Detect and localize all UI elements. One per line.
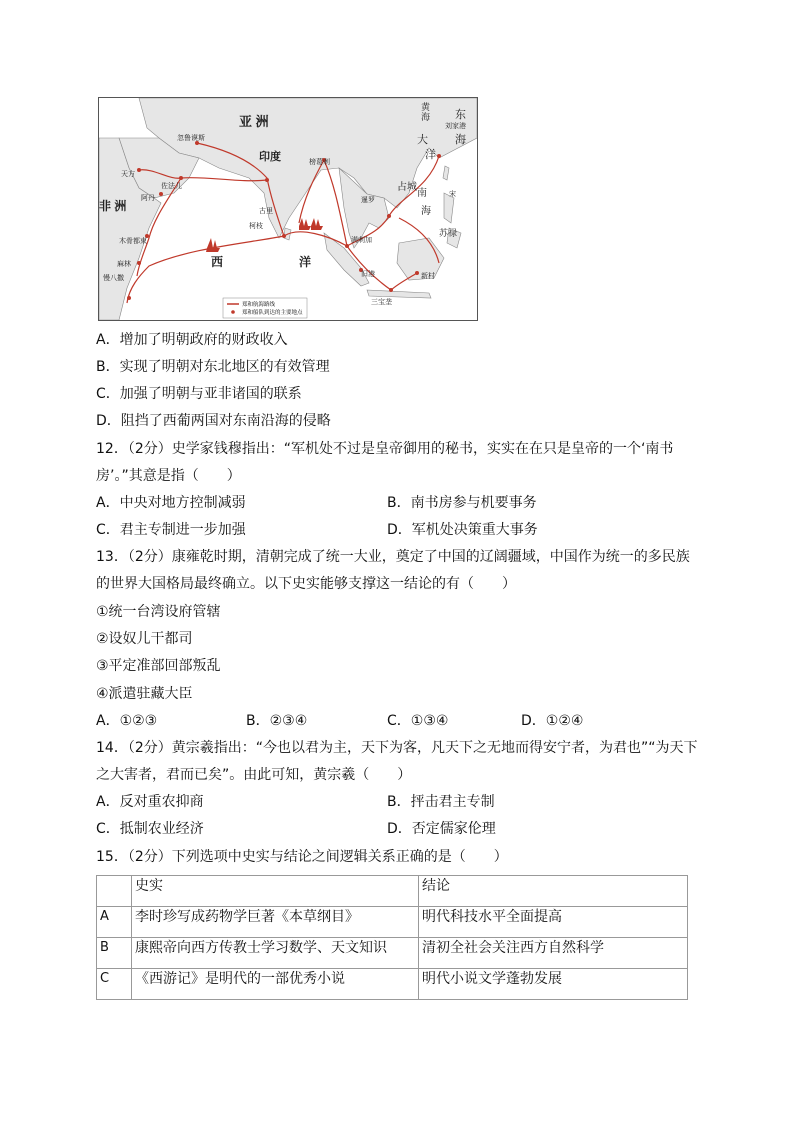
label-xianluo: 暹罗 xyxy=(361,197,375,204)
marker-tianfang xyxy=(137,168,141,172)
q14-stem-line2: 之大害者，君而已矣”。由此可知，黄宗羲（ ） xyxy=(96,767,412,783)
q13-option-b: B．②③④ xyxy=(246,713,308,729)
label-xincun: 新村 xyxy=(421,273,435,280)
row-key-cell: C xyxy=(97,969,132,1000)
row-conclusion-cell: 清初全社会关注西方自然科学 xyxy=(419,938,688,969)
label-hai2: 海 xyxy=(421,112,431,122)
label-sulu: 苏禄 xyxy=(439,228,458,238)
marker-guli xyxy=(265,178,269,182)
legend-place-label: 郑和船队到达的主要地点 xyxy=(242,310,303,316)
q12-stem-line2: 房’。”其意是指（ ） xyxy=(96,468,241,484)
table-header-row xyxy=(97,876,688,907)
row-key-cell: A xyxy=(97,907,132,938)
row-fact-cell: 李时珍写成药物学巨著《本草纲目》 xyxy=(132,907,419,938)
q13-stem-line2: 的世界大国格局最终确立。以下史实能够支撑这一结论的有（ ） xyxy=(96,576,516,592)
q13-stem-line1: 13．（2分）康雍乾时期，清朝完成了统一大业，奠定了中国的辽阔疆域，中国作为统一的多民族 xyxy=(96,549,690,565)
marker-xincun xyxy=(415,271,419,275)
q13-option-a: A．①②③ xyxy=(96,713,158,729)
q12-option-b: B．南书房参与机要事务 xyxy=(387,495,537,511)
marker-manbasa xyxy=(127,296,131,300)
label-hulumosi: 忽鲁谟斯 xyxy=(177,135,205,142)
label-manlajia: 满剌加 xyxy=(351,237,372,244)
header-conclusion-cell: 结论 xyxy=(419,876,688,907)
legend-place-swatch xyxy=(231,310,235,314)
q14-option-b: B．抨击君主专制 xyxy=(387,794,495,810)
q14-stem-line1: 14．（2分）黄宗羲指出：“今也以君为主，天下为客，凡天下之无地而得安宁者，为君也”“为天下 xyxy=(96,740,698,756)
q12-option-d: D．军机处决策重大事务 xyxy=(387,522,538,538)
label-zufaer: 佐法儿 xyxy=(161,183,182,190)
row-fact-cell: 《西游记》是明代的一部优秀小说 xyxy=(132,969,419,1000)
marker-sanbaolong xyxy=(389,288,393,292)
label-zhancheng: 占城 xyxy=(397,182,417,193)
label-liujiagang: 刘家港 xyxy=(445,123,466,130)
label-kezhi: 柯枝 xyxy=(249,223,263,230)
label-asia: 亚 洲 xyxy=(239,114,269,129)
q11-option-d: D．阻挡了西葡两国对东南沿海的侵略 xyxy=(96,413,331,429)
header-key-cell xyxy=(97,876,132,907)
row-conclusion-cell: 明代科技水平全面提高 xyxy=(419,907,688,938)
marker-adan xyxy=(159,192,163,196)
row-key-cell: B xyxy=(97,938,132,969)
marker-xianluo xyxy=(387,214,391,218)
table-row xyxy=(97,907,688,938)
table-row xyxy=(97,938,688,969)
label-huang: 黄 xyxy=(421,102,431,112)
q11-option-a: A．增加了明朝政府的财政收入 xyxy=(96,332,288,348)
label-hai3: 海 xyxy=(421,206,431,217)
q12-option-c: C．君主专制进一步加强 xyxy=(96,522,246,538)
q14-option-c: C．抵制农业经济 xyxy=(96,821,204,837)
q15-stem: 15．（2分）下列选项中史实与结论之间逻辑关系正确的是（ ） xyxy=(96,849,508,865)
map-svg xyxy=(99,98,477,320)
label-malin: 麻林 xyxy=(117,261,131,268)
zhenghe-voyage-map xyxy=(98,97,478,321)
q11-option-b: B．实现了明朝对东北地区的有效管理 xyxy=(96,359,330,375)
q13-option-d: D．①②④ xyxy=(521,713,584,729)
label-mugudushu: 木骨都束 xyxy=(119,238,147,245)
q12-stem-line1: 12．（2分）史学家钱穆指出：“军机处不过是皇帝御用的秘书，实实在在只是皇帝的一个‘南书 xyxy=(96,441,674,457)
label-tianfang: 天方 xyxy=(121,171,135,178)
q14-option-a: A．反对重农抑商 xyxy=(96,794,204,810)
label-yang: 洋 xyxy=(299,255,312,269)
header-fact-cell: 史实 xyxy=(132,876,419,907)
map-legend xyxy=(223,298,307,318)
label-manbasa: 慢八撒 xyxy=(103,275,124,282)
marker-kezhi xyxy=(282,234,286,238)
q15-table xyxy=(96,875,688,1000)
label-banggela: 榜葛剌 xyxy=(309,159,330,166)
marker-liujiagang xyxy=(437,154,441,158)
q13-item-3: ③平定准部回部叛乱 xyxy=(96,658,221,674)
label-ocean2: 洋 xyxy=(425,149,436,161)
label-nan: 南 xyxy=(417,188,427,199)
label-africa: 非 洲 xyxy=(99,199,127,213)
q11-option-c: C．加强了明朝与亚非诸国的联系 xyxy=(96,386,302,402)
label-xi: 西 xyxy=(211,255,224,269)
label-daxi: 大 xyxy=(417,134,428,146)
legend-route-label: 郑和航海路线 xyxy=(242,302,276,308)
label-guli: 古里 xyxy=(259,208,273,215)
label-dong: 东 xyxy=(455,109,466,121)
q13-item-2: ②设奴儿干都司 xyxy=(96,631,193,647)
label-song: 宋 xyxy=(449,191,456,198)
row-conclusion-cell: 明代小说文学蓬勃发展 xyxy=(419,969,688,1000)
marker-zufaer xyxy=(179,176,183,180)
marker-manlajia xyxy=(345,244,349,248)
label-hai: 海 xyxy=(455,134,466,146)
q13-item-4: ④派遣驻藏大臣 xyxy=(96,686,193,702)
label-adan: 阿丹 xyxy=(141,195,155,202)
table-row xyxy=(97,969,688,1000)
row-fact-cell: 康熙帝向西方传教士学习数学、天文知识 xyxy=(132,938,419,969)
q13-item-1: ①统一台湾设府管辖 xyxy=(96,604,221,620)
q12-option-a: A．中央对地方控制减弱 xyxy=(96,495,246,511)
marker-malin xyxy=(137,261,141,265)
q13-option-c: C．①③④ xyxy=(387,713,449,729)
label-sanbaolong: 三宝垄 xyxy=(371,299,392,306)
label-jiugang: 旧港 xyxy=(361,271,375,278)
label-india: 印度 xyxy=(259,151,281,163)
q14-option-d: D．否定儒家伦理 xyxy=(387,821,496,837)
